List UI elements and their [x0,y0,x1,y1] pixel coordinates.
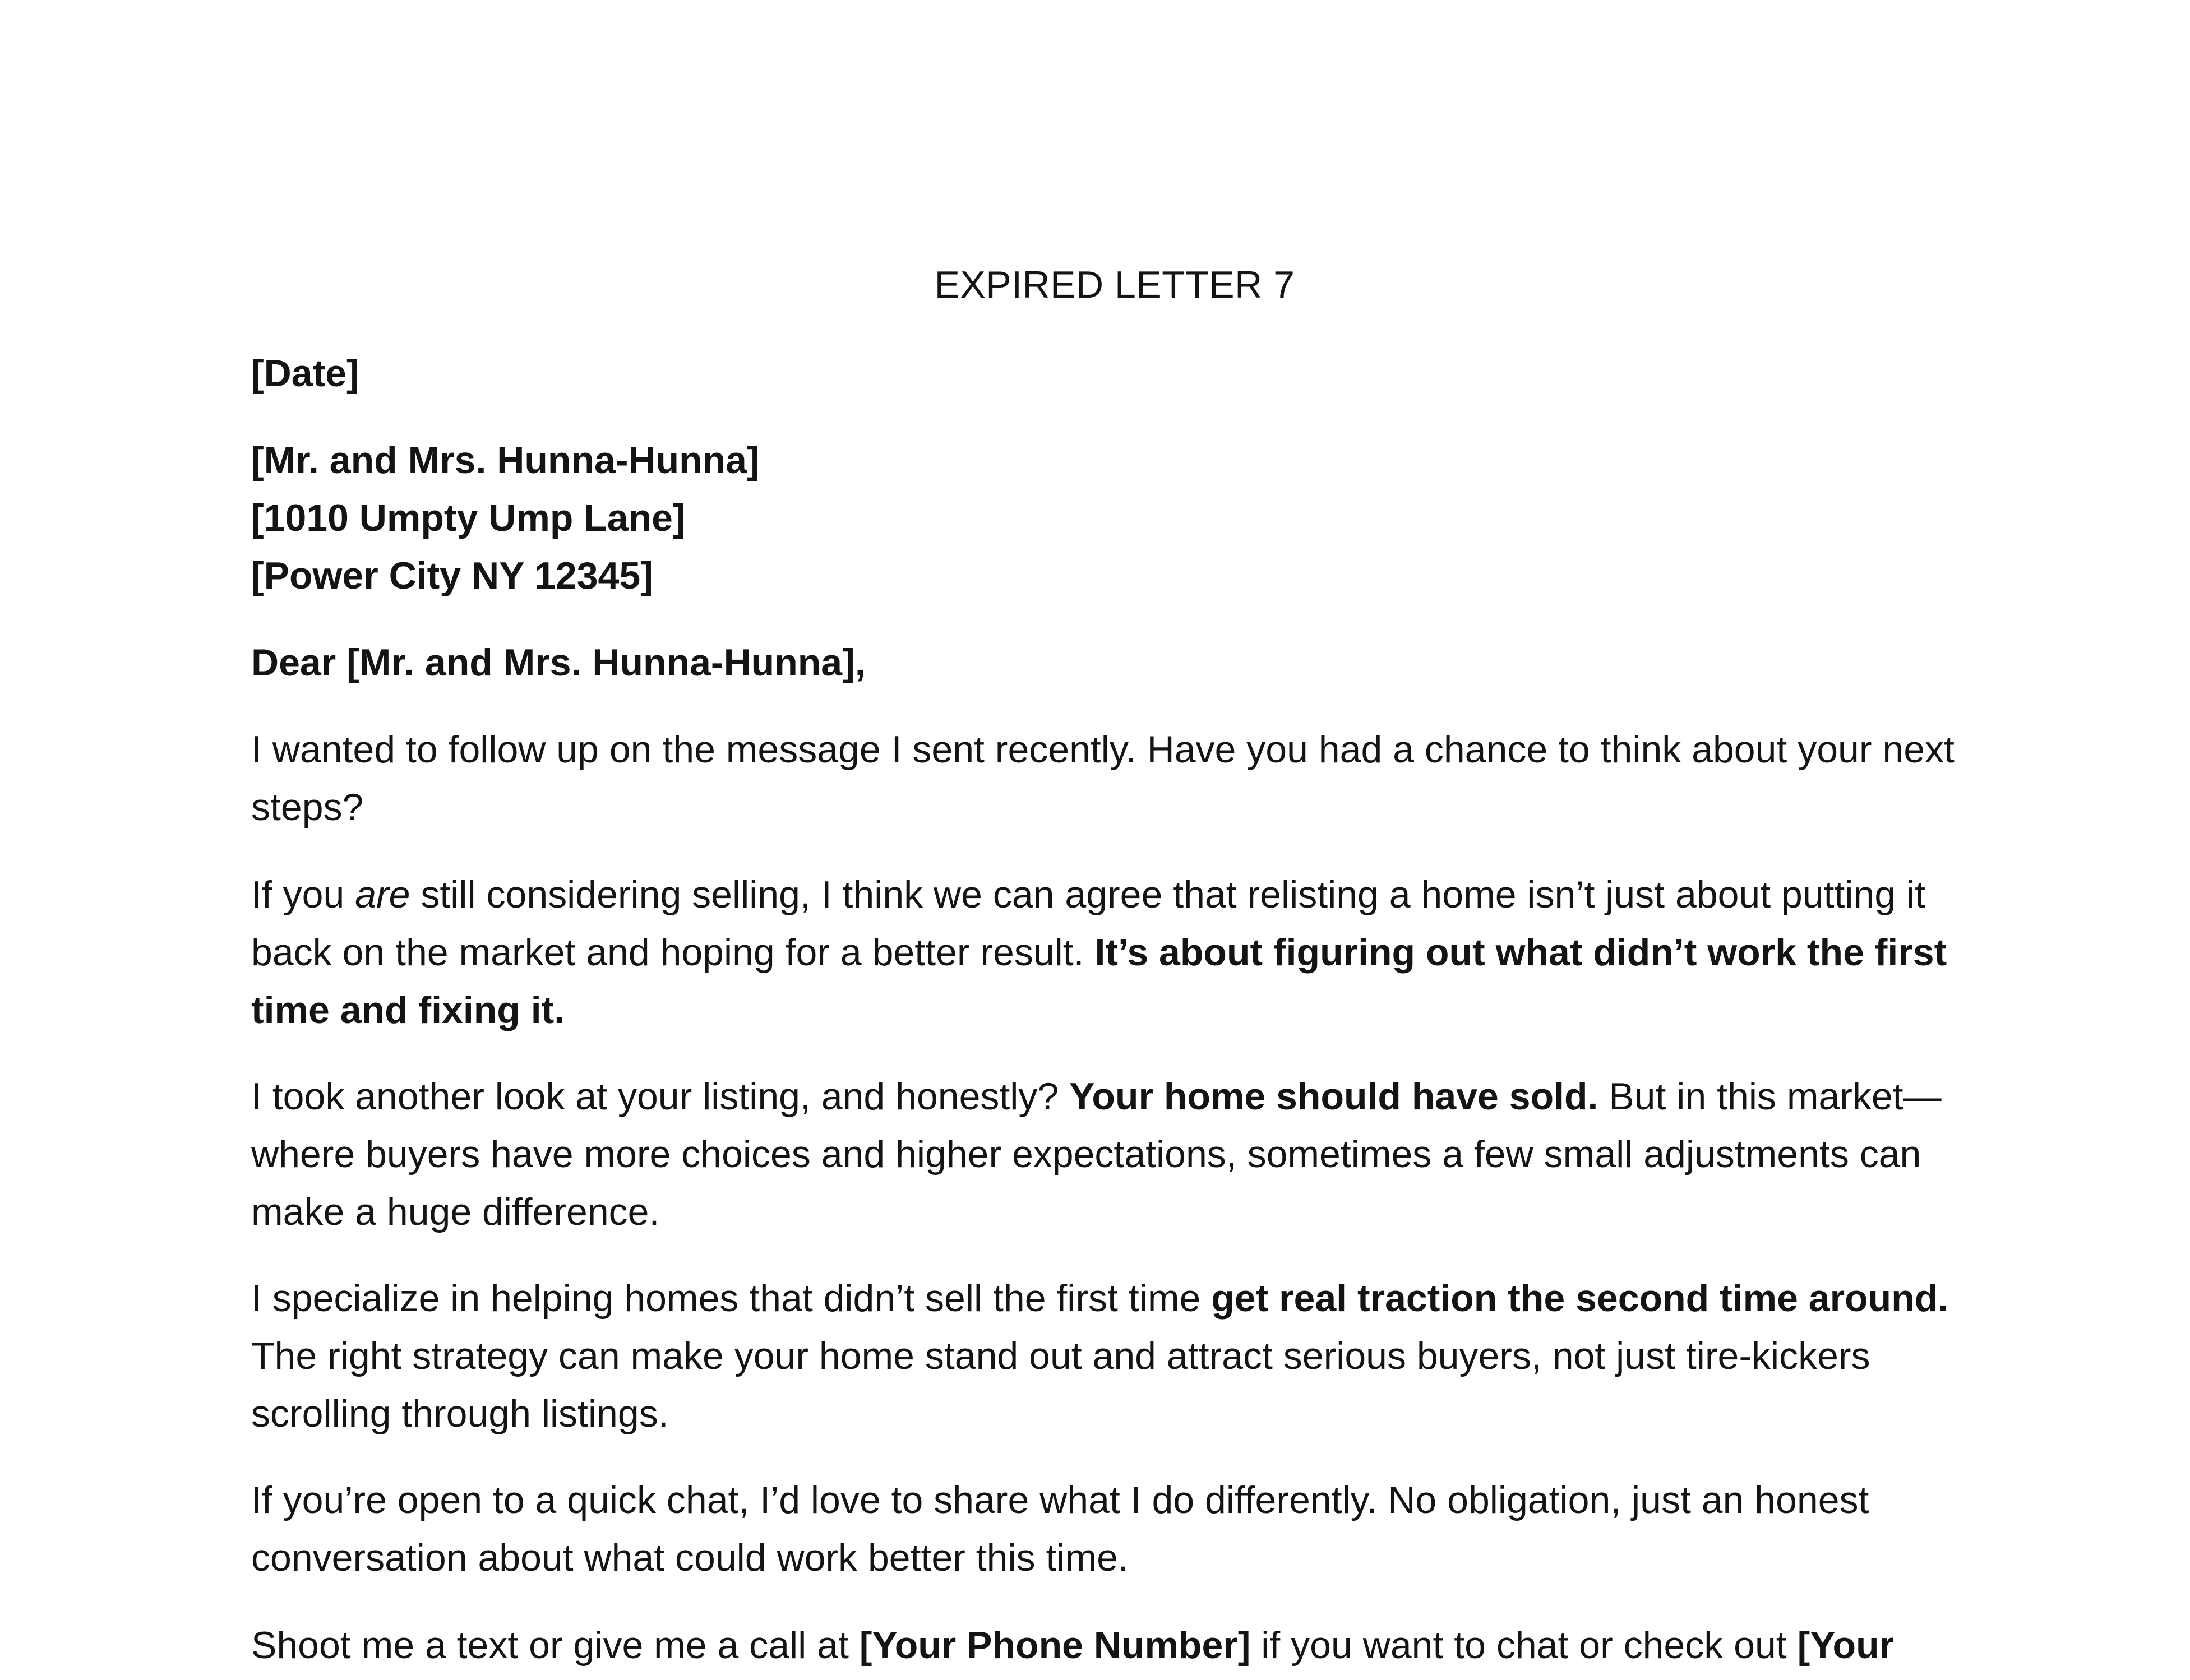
paragraph-3-text-1: I took another look at your listing, and honestly? [251,1075,1070,1118]
address-line-2: [1010 Umpty Ump Lane] [251,497,686,539]
paragraph-6-text-2: if you want to chat or check out [1250,1624,1798,1667]
paragraph-3-bold: Your home should have sold. [1069,1075,1598,1118]
paragraph-2-emphasis: are [355,873,410,916]
paragraph-4-text-1: I specialize in helping homes that didn’t sell the first time [251,1277,1212,1320]
paragraph-1-text: I wanted to follow up on the message I sent recently. Have you had a chance to think about your next steps? [251,728,1955,829]
document-title: EXPIRED LETTER 7 [934,263,1295,306]
paragraph-6-text-1: Shoot me a text or give me a call at [251,1624,860,1667]
address-line-3: [Power City NY 12345] [251,554,653,597]
date-placeholder: [Date] [251,352,359,395]
salutation: Dear [Mr. and Mrs. Hunna-Hunna], [251,641,866,684]
letter-page [251,0,1978,1680]
paragraph-2-text-2: still considering selling, I think we can agree that relisting a home isn’t just about putting it back on the market and hoping for a better result. [251,873,1926,974]
paragraph-2-bold: It’s about figuring out what didn’t work the first time and fixing it. [251,931,1947,1031]
paragraph-3 [251,1068,1978,1241]
paragraph-4-text-2: The right strategy can make your home stand out and attract serious buyers, not just tire-kickers scrolling through listings. [251,1335,1870,1435]
recipient-address [251,432,1978,605]
paragraph-2-text-1: If you [251,873,355,916]
paragraph-6 [251,1617,1978,1674]
paragraph-4 [251,1270,1978,1443]
paragraph-3-text-2: But in this market—where buyers have more choices and higher expectations, sometimes a few small adjustments can make a huge difference. [251,1075,1942,1233]
website-placeholder: [Your [1797,1624,1895,1667]
address-line-1: [Mr. and Mrs. Hunna-Hunna] [251,439,760,482]
phone-number-placeholder: [Your Phone Number] [859,1624,1251,1667]
paragraph-2 [251,866,1978,1039]
paragraph-5 [251,1471,1978,1587]
paragraph-4-bold: get real traction the second time around. [1211,1277,1949,1320]
paragraph-1 [251,721,1978,836]
paragraph-5-text: If you’re open to a quick chat, I’d love to share what I do differently. No obligation, just an honest conversation about what could work better this time. [251,1479,1869,1579]
